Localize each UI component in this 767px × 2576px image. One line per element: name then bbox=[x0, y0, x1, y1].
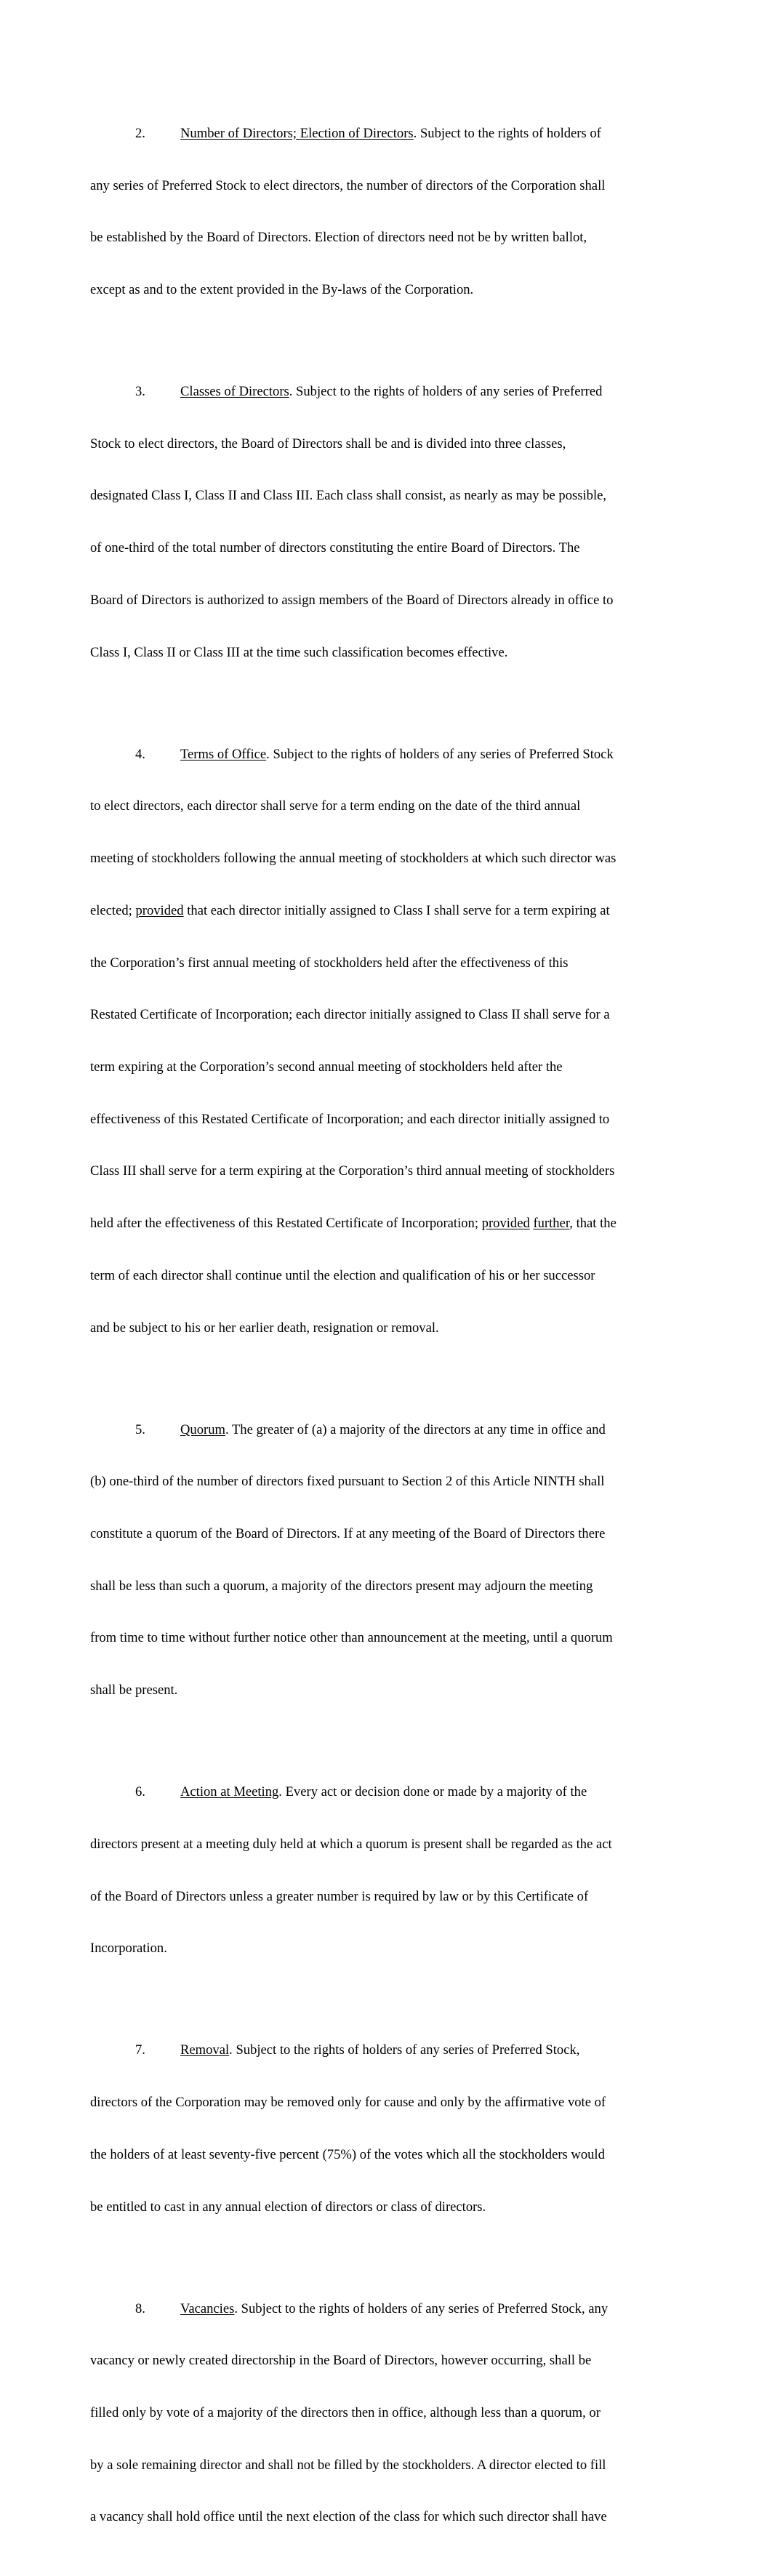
text-line: directors present at a meeting duly held at which a quorum is present shall be regarded as the act bbox=[90, 1836, 612, 1852]
section-6-line-1 bbox=[90, 1783, 679, 1801]
text-line: term expiring at the Corporation’s second annual meeting of stockholders held after the bbox=[90, 1059, 563, 1075]
text-line: shall be less than such a quorum, a majority of the directors present may adjourn the meeting bbox=[90, 1578, 593, 1594]
section-heading: Classes of Directors bbox=[180, 384, 289, 399]
section-heading: Terms of Office bbox=[180, 746, 267, 762]
text-line bbox=[90, 1215, 679, 1232]
text-segment: that each director initially assigned to Class I shall serve for a term expiring at bbox=[183, 902, 610, 918]
text-line: Class III shall serve for a term expiring at the Corporation’s third annual meeting of stockholders bbox=[90, 1163, 615, 1179]
text-line: from time to time without further notice other than announcement at the meeting, until a quorum bbox=[90, 1630, 613, 1646]
section-text: . Subject to the rights of holders of any series of Preferred Stock bbox=[266, 746, 614, 762]
text-line: directors of the Corporation may be removed only for cause and only by the affirmative vote of bbox=[90, 2095, 606, 2111]
section-text: . Subject to the rights of holders of any series of Preferred bbox=[289, 384, 603, 399]
text-line: be entitled to cast in any annual election of directors or class of directors. bbox=[90, 2199, 486, 2215]
text-line bbox=[90, 902, 679, 920]
text-line: Restated Certificate of Incorporation; each director initially assigned to Class II shall serve for a bbox=[90, 1007, 610, 1023]
text-line: the Corporation’s first annual meeting of stockholders held after the effectiveness of this bbox=[90, 955, 569, 971]
section-8-paragraph bbox=[90, 2266, 679, 2561]
section-heading: Number of Directors; Election of Directors bbox=[180, 125, 414, 141]
section-heading: Vacancies bbox=[180, 2300, 235, 2316]
section-number: 4. bbox=[135, 746, 145, 762]
text-segment: held after the effectiveness of this Restated Certificate of Incorporation; bbox=[90, 1216, 482, 1232]
section-6-paragraph bbox=[90, 1749, 679, 1992]
section-7-line-1 bbox=[90, 2042, 679, 2059]
section-3-paragraph bbox=[90, 348, 679, 696]
section-number: 7. bbox=[135, 2042, 145, 2058]
section-4-paragraph bbox=[90, 711, 679, 1371]
text-line: by a sole remaining director and shall not be filled by the stockholders. A director elected to fill bbox=[90, 2457, 606, 2473]
section-heading: Quorum bbox=[180, 1421, 225, 1437]
section-number: 8. bbox=[135, 2300, 145, 2316]
section-5-paragraph bbox=[90, 1387, 679, 1734]
text-line: any series of Preferred Stock to elect directors, the number of directors of the Corporation shall bbox=[90, 177, 606, 193]
section-8-line-1 bbox=[90, 2300, 679, 2318]
section-number: 2. bbox=[135, 125, 145, 141]
text-line: Stock to elect directors, the Board of Directors shall be and is divided into three classes, bbox=[90, 436, 566, 452]
text-segment: , that the bbox=[569, 1216, 617, 1232]
section-text: . The greater of (a) a majority of the directors at any time in office and bbox=[225, 1421, 606, 1437]
text-line: effectiveness of this Restated Certificate of Incorporation; and each director initially assigned to bbox=[90, 1111, 610, 1127]
text-line: a vacancy shall hold office until the next election of the class for which such director shall have bbox=[90, 2509, 607, 2525]
text-line: the holders of at least seventy-five percent (75%) of the votes which all the stockholders would bbox=[90, 2146, 605, 2162]
text-segment: elected; bbox=[90, 902, 136, 918]
section-4-line-1 bbox=[90, 746, 679, 763]
text-line: filled only by vote of a majority of the directors then in office, although less than a quorum, or bbox=[90, 2405, 601, 2420]
section-5-line-1 bbox=[90, 1421, 679, 1439]
underlined-term: provided bbox=[135, 902, 184, 918]
document-page bbox=[90, 90, 679, 2576]
section-heading: Action at Meeting bbox=[180, 1784, 279, 1800]
text-line: designated Class I, Class II and Class III. Each class shall consist, as nearly as may be possible, bbox=[90, 488, 607, 504]
section-text: . Subject to the rights of holders of bbox=[413, 125, 601, 141]
text-line: Board of Directors is authorized to assign members of the Board of Directors already in office to bbox=[90, 592, 614, 608]
section-text: . Subject to the rights of holders of any series of Preferred Stock, bbox=[229, 2042, 580, 2058]
text-line: Class I, Class II or Class III at the time such classification becomes effective. bbox=[90, 644, 508, 660]
text-line: Incorporation. bbox=[90, 1941, 167, 1957]
section-text: . Every act or decision done or made by a majority of the bbox=[278, 1784, 587, 1800]
section-2-paragraph bbox=[90, 90, 679, 334]
text-line: constitute a quorum of the Board of Directors. If at any meeting of the Board of Directors there bbox=[90, 1526, 606, 1541]
text-line: and be subject to his or her earlier death, resignation or removal. bbox=[90, 1320, 439, 1336]
text-line: vacancy or newly created directorship in the Board of Directors, however occurring, shall be bbox=[90, 2353, 592, 2369]
text-line: except as and to the extent provided in the By-laws of the Corporation. bbox=[90, 281, 474, 297]
section-3-line-1 bbox=[90, 383, 679, 401]
section-number: 3. bbox=[135, 384, 145, 399]
underlined-term: further bbox=[533, 1216, 570, 1232]
section-text: . Subject to the rights of holders of any series of Preferred Stock, any bbox=[234, 2300, 609, 2316]
text-line: of the Board of Directors unless a greater number is required by law or by this Certificate of bbox=[90, 1888, 589, 1904]
text-line: to elect directors, each director shall serve for a term ending on the date of the third annual bbox=[90, 798, 581, 814]
text-line: of one-third of the total number of directors constituting the entire Board of Directors. The bbox=[90, 540, 580, 556]
text-line: shall be present. bbox=[90, 1682, 178, 1698]
section-number: 6. bbox=[135, 1784, 145, 1800]
underlined-term: provided bbox=[481, 1216, 530, 1232]
section-2-line-1 bbox=[90, 125, 679, 143]
section-number: 5. bbox=[135, 1421, 145, 1437]
section-7-paragraph bbox=[90, 2007, 679, 2251]
text-line: meeting of stockholders following the annual meeting of stockholders at which such director was bbox=[90, 851, 617, 867]
text-line: be established by the Board of Directors. Election of directors need not be by written ballot, bbox=[90, 230, 587, 246]
text-line: term of each director shall continue until the election and qualification of his or her successor bbox=[90, 1267, 595, 1283]
text-line: (b) one-third of the number of directors fixed pursuant to Section 2 of this Article NINTH shall bbox=[90, 1474, 605, 1490]
section-heading: Removal bbox=[180, 2042, 230, 2058]
